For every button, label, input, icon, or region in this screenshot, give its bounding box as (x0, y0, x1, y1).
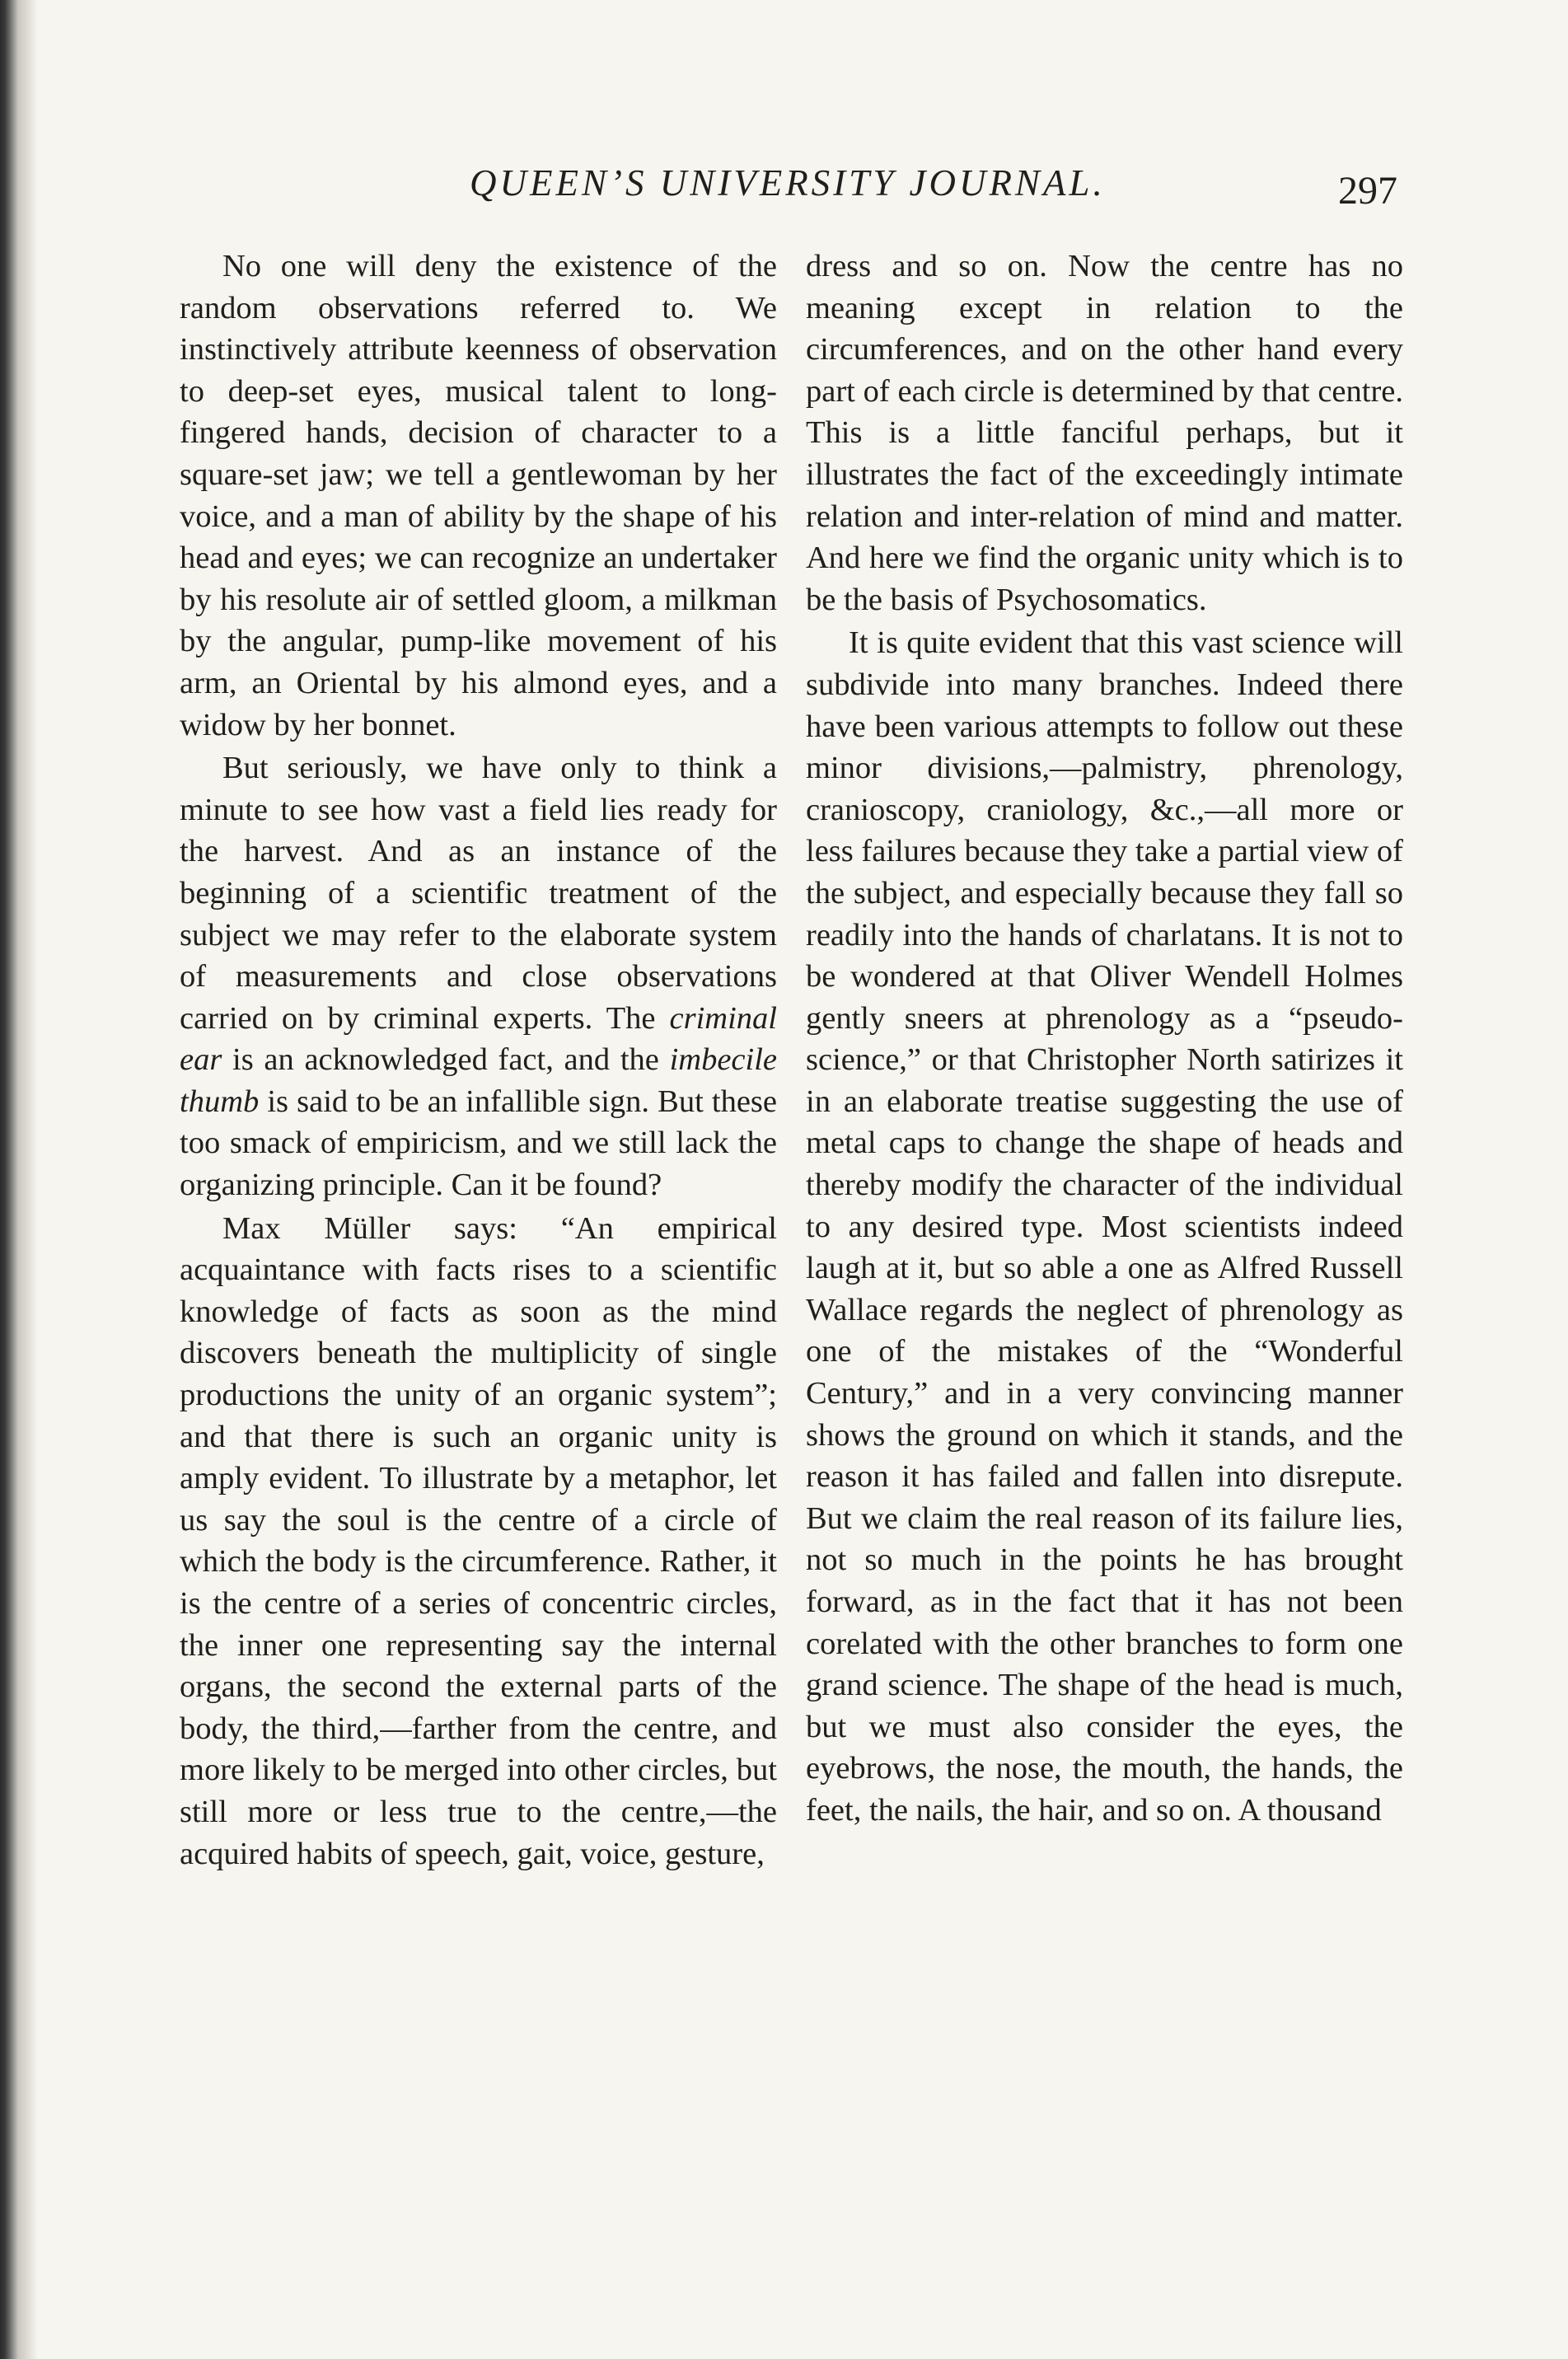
italic-phrase-criminal-ear: criminal ear (180, 1000, 777, 1078)
paragraph-text: But seriously, we have only to think a minute to see how vast a field lies ready for the harvest. And as an instance of the beginning of a scientific treatment of the subject we may refer to the elaborate system of measurements and close observations carried on by criminal experts. The (180, 751, 777, 1036)
right-column (806, 246, 1403, 1832)
running-head (0, 161, 1568, 211)
paragraph-continuation: dress and so on. Now the centre has no meaning except in relation to the circumferences, and on the other hand every part of each circle is determined by that centre. This is a little fanciful perhaps, but it illustrates the fact of the exceedingly intimate relation and inter-relation of mind and matter. And here we find the organic unity which is to be the basis of Psychosomatics. (806, 249, 1403, 617)
paragraph-text: is said to be an infallible sign. But these too smack of empiricism, and we still lack the organizing principle. Can it be found? (180, 1084, 777, 1203)
left-column (180, 246, 777, 1875)
journal-title: QUEEN’S UNIVERSITY JOURNAL. (470, 162, 1106, 204)
italic-phrase-imbecile-thumb: imbecile thumb (180, 1042, 777, 1119)
paragraph-max-muller: Max Müller says: “An empirical acquaintance with facts rises to a scientific knowledge of facts as soon as the mind discovers beneath the multiplicity of single productions the unity of an organic system”; and that there is such an organic unity is amply evident. To illustrate by a metaphor, let us say the soul is the centre of a circle of which the body is the circumference. Rather, it is the centre of a series of concentric circles, the inner one representing say the internal organs, the second the external parts of the body, the third,—farther from the centre, and more likely to be merged into other circles, but still more or less true to the centre,—the acquired habits of speech, gait, voice, gesture, (180, 1210, 777, 1871)
paragraph-random-observations: No one will deny the existence of the random observations referred to. We instinctively attribute keenness of observation to deep-set eyes, musical talent to long-fingered hands, decision of character to a square-set jaw; we tell a gentlewoman by her voice, and a man of ability by the shape of his head and eyes; we can recognize an undertaker by his resolute air of settled gloom, a milkman by the angular, pump-like movement of his arm, an Oriental by his almond eyes, and a widow by her bonnet. (180, 249, 777, 742)
paragraph-phrenology: It is quite evident that this vast science will subdivide into many branches. Indeed there have been various attempts to follow out these minor divisions,—palmistry, phrenology, cranioscopy, craniology, &c.,—all more or less failures because they take a partial view of the subject, and especially because they fall so readily into the hands of charlatans. It is not to be wondered at that Oliver Wendell Holmes gently sneers at phrenology as a “pseudo-science,” or that Christopher North satirizes it in an elaborate treatise suggesting the use of metal caps to change the shape of heads and thereby modify the character of the individual to any desired type. Most scientists indeed laugh at it, but so able a one as Alfred Russell Wallace regards the neglect of phrenology as one of the mistakes of the “Wonderful Century,” and in a very convincing manner shows the ground on which it stands, and the reason it has failed and fallen into disrepute. But we claim the real reason of its failure lies, not so much in the points he has brought forward, as in the fact that it has not been corelated with the other branches to form one grand science. The shape of the head is much, but we must also consider the eyes, the eyebrows, the nose, the mouth, the hands, the feet, the nails, the hair, and so on. A thousand (806, 625, 1403, 1828)
page-binding-edge (0, 0, 38, 2359)
paragraph-text: is an acknowledged fact, and the (222, 1042, 670, 1078)
paragraph-criminal-experts (180, 747, 777, 1206)
page-number: 297 (1338, 169, 1397, 213)
